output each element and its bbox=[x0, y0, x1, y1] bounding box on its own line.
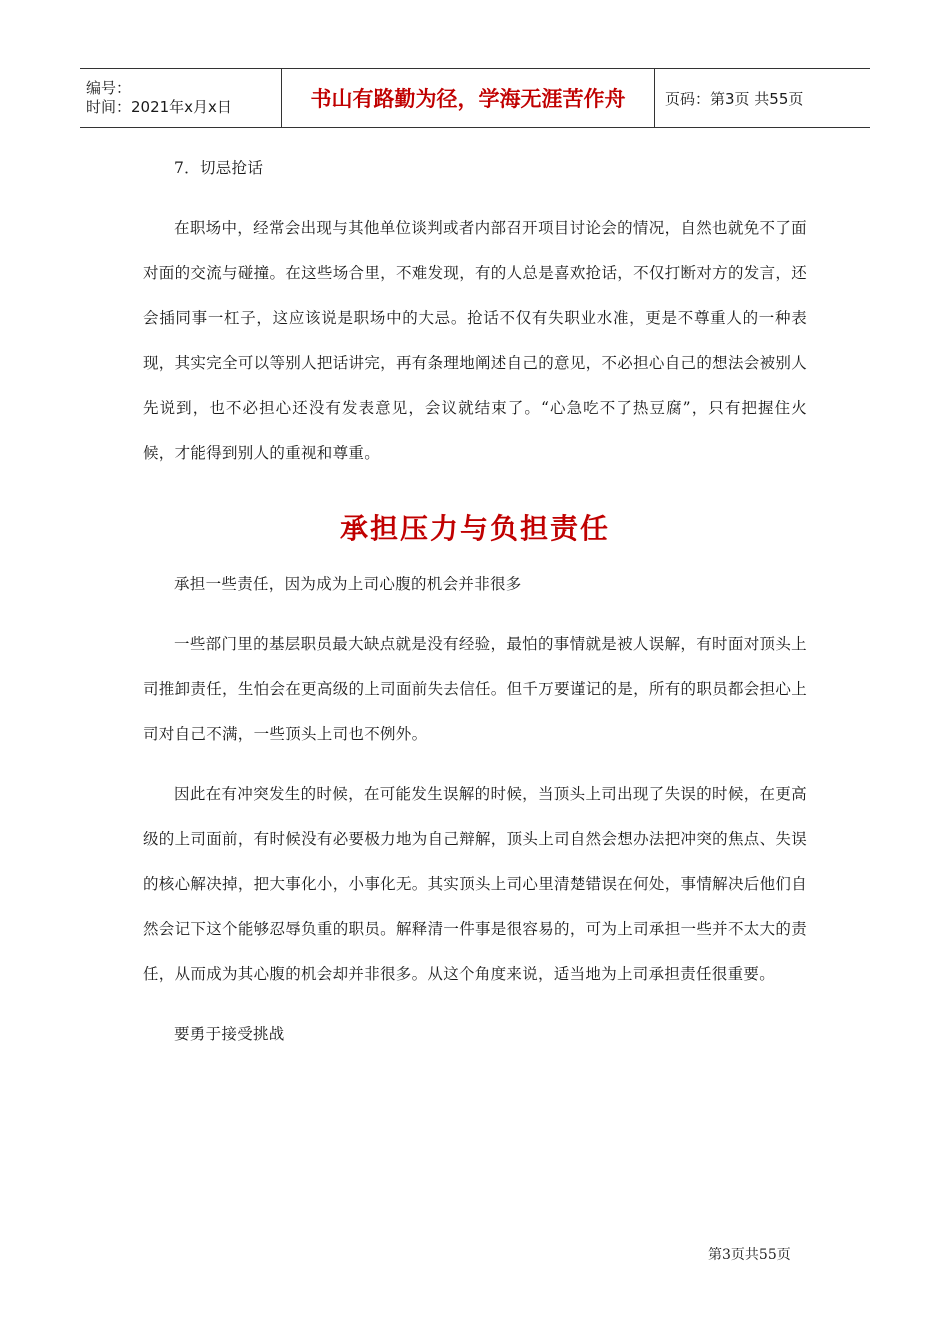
header-meta bbox=[80, 69, 282, 127]
paragraph-interrupting: 在职场中，经常会出现与其他单位谈判或者内部召开项目讨论会的情况，自然也就免不了面对面的交流与碰撞。在这些场合里，不难发现，有的人总是喜欢抢话，不仅打断对方的发言，还会插同事一杠子，这应该说是职场中的大忌。抢话不仅有失职业水准，更是不尊重人的一种表现，其实完全可以等别人把话讲完，再有条理地阐述自己的意见，不必担心自己的想法会被别人先说到，也不必担心还没有发表意见，会议就结束了。“心急吃不了热豆腐”，只有把握住火候，才能得到别人的重视和尊重。 bbox=[143, 219, 807, 462]
page-header bbox=[80, 68, 870, 128]
header-page-info bbox=[655, 69, 870, 127]
item-heading: 7．切忌抢话 bbox=[174, 159, 264, 177]
paragraph-responsibility: 因此在有冲突发生的时候，在可能发生误解的时候，当顶头上司出现了失误的时候，在更高级的上司面前，有时候没有必要极力地为自己辩解，顶头上司自然会想办法把冲突的焦点、失误的核心解决掉，把大事化小，小事化无。其实顶头上司心里清楚错误在何处，事情解决后他们自然会记下这个能够忍辱负重的职员。解释清一件事是很容易的，可为上司承担一些并不太大的责任，从而成为其心腹的机会却并非很多。从这个角度来说，适当地为上司承担责任很重要。 bbox=[143, 785, 807, 983]
header-page-number: 页码：第3页 共55页 bbox=[665, 89, 804, 108]
motto-text: 书山有路勤为径，学海无涯苦作舟 bbox=[310, 87, 626, 111]
footer-page-number: 第3页共55页 bbox=[708, 1247, 791, 1263]
sub-heading: 承担一些责任，因为成为上司心腹的机会并非很多 bbox=[174, 575, 522, 593]
document-body bbox=[143, 146, 807, 1072]
document-date: 时间：2021年x月x日 bbox=[86, 98, 232, 116]
header-motto bbox=[282, 69, 655, 127]
section-title: 承担压力与负担责任 bbox=[339, 512, 610, 545]
document-number-label: 编号： bbox=[86, 79, 132, 97]
last-heading: 要勇于接受挑战 bbox=[174, 1025, 285, 1043]
page-footer bbox=[708, 1244, 791, 1264]
paragraph-inexperience: 一些部门里的基层职员最大缺点就是没有经验，最怕的事情就是被人误解，有时面对顶头上司推卸责任，生怕会在更高级的上司面前失去信任。但千万要谨记的是，所有的职员都会担心上司对自己不满，一些顶头上司也不例外。 bbox=[143, 635, 807, 743]
